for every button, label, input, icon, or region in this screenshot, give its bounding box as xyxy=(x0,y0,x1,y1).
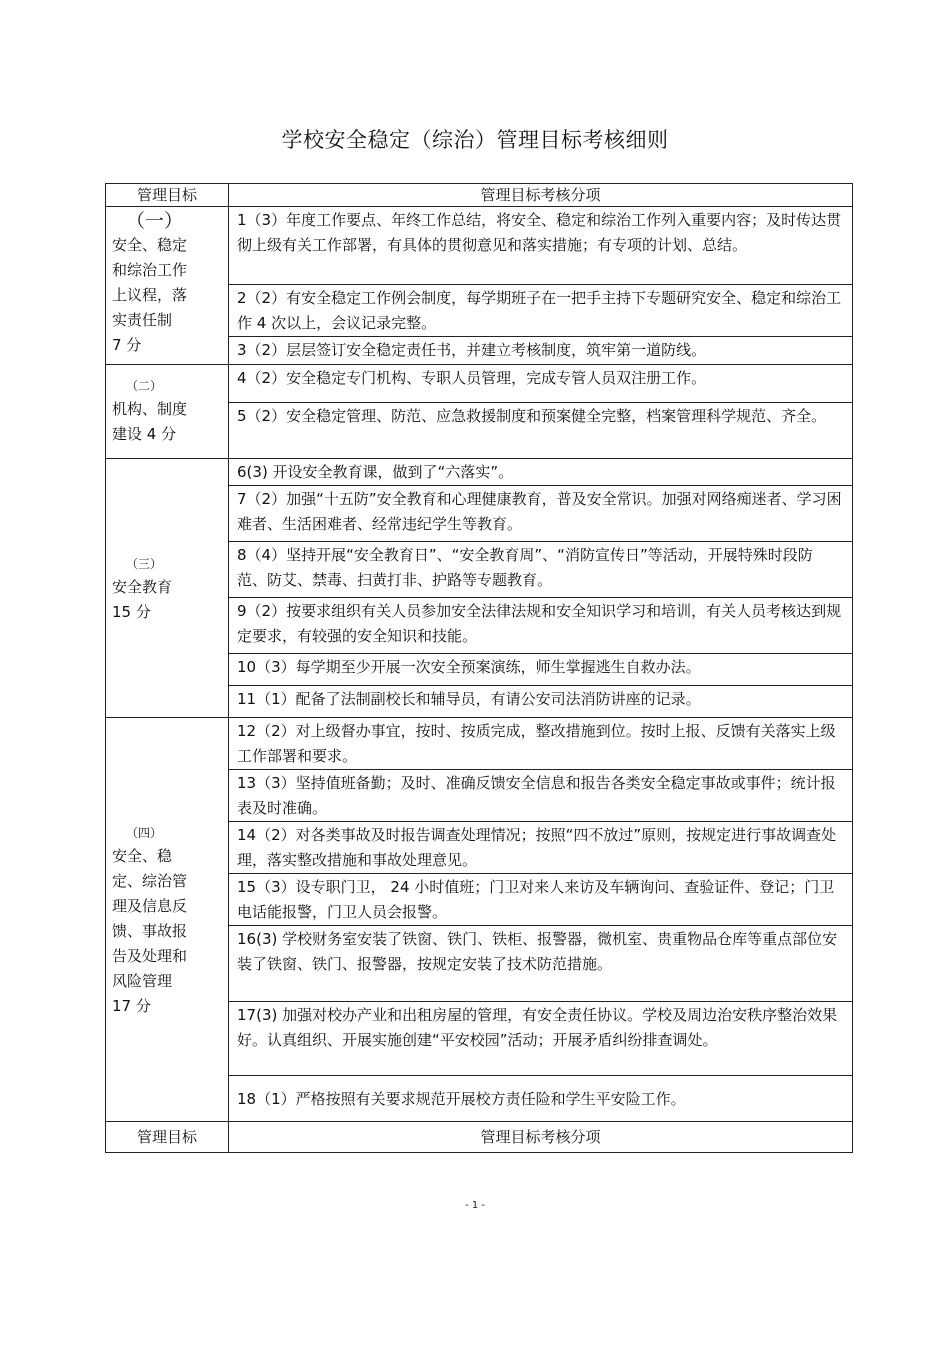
category-cell-2 xyxy=(106,365,229,459)
assessment-item-17: 17(3) 加强对校办产业和出租房屋的管理，有安全责任协议。学校及周边治安秩序整治效果好。认真组织、开展实施创建“平安校园”活动；开展矛盾纠纷排查调处。 xyxy=(229,1002,853,1076)
category-number: （三） xyxy=(126,557,163,571)
category-line: 实责任制 xyxy=(112,311,173,329)
category-number: （四） xyxy=(126,826,163,840)
category-line: 安全教育 xyxy=(112,578,173,596)
category-score: 7 分 xyxy=(112,336,142,354)
category-cell-1 xyxy=(106,207,229,365)
category-line: 安全、稳 xyxy=(112,847,173,865)
assessment-item-15: 15（3）设专职门卫， 24 小时值班；门卫对来人来访及车辆询问、查验证件、登记；门卫电话能报警，门卫人员会报警。 xyxy=(229,874,853,926)
assessment-item-7: 7（2）加强“十五防”安全教育和心理健康教育，普及安全常识。加强对网络痴迷者、学习困难者、生活困难者、经常违纪学生等教育。 xyxy=(229,486,853,542)
category-score: 17 分 xyxy=(112,997,151,1015)
category-line: 风险管理 xyxy=(112,972,173,990)
category-number: （一） xyxy=(126,210,184,232)
assessment-item-8: 8（4）坚持开展“安全教育日”、“安全教育周”、“消防宣传日”等活动，开展特殊时段防范、防艾、禁毒、扫黄打非、护路等专题教育。 xyxy=(229,542,853,598)
category-line: 馈、事故报 xyxy=(112,922,188,940)
category-line: 上议程，落 xyxy=(112,286,188,304)
assessment-item-9: 9（2）按要求组织有关人员参加安全法律法规和安全知识学习和培训，有关人员考核达到规定要求，有较强的安全知识和技能。 xyxy=(229,598,853,654)
table-row xyxy=(106,365,853,403)
assessment-table xyxy=(105,183,853,1153)
assessment-item-16: 16(3) 学校财务室安装了铁窗、铁门、铁柜、报警器，微机室、贵重物品仓库等重点部位安装了铁窗、铁门、报警器，按规定安装了技术防范措施。 xyxy=(229,926,853,1002)
table-row xyxy=(106,718,853,770)
table-header-row xyxy=(106,184,853,207)
category-score: 建设 4 分 xyxy=(112,425,177,443)
footer-assessment-items: 管理目标考核分项 xyxy=(229,1122,853,1153)
assessment-item-2: 2（2）有安全稳定工作例会制度，每学期班子在一把手主持下专题研究安全、稳定和综治工作 4 次以上，会议记录完整。 xyxy=(229,285,853,337)
category-line: 机构、制度 xyxy=(112,400,188,418)
category-line: 告及处理和 xyxy=(112,947,188,965)
category-number: （二） xyxy=(126,379,163,393)
assessment-item-6: 6(3) 开设安全教育课，做到了“六落实”。 xyxy=(229,459,853,486)
header-management-target: 管理目标 xyxy=(106,184,229,207)
category-line: 定、综治管 xyxy=(112,872,188,890)
document-title: 学校安全稳定（综治）管理目标考核细则 xyxy=(281,128,669,152)
category-score: 15 分 xyxy=(112,603,151,621)
assessment-item-5: 5（2）安全稳定管理、防范、应急救援制度和预案健全完整，档案管理科学规范、齐全。 xyxy=(229,403,853,459)
category-cell-3 xyxy=(106,459,229,718)
page-number: - 1 - xyxy=(465,1200,485,1211)
table-row xyxy=(106,207,853,285)
assessment-item-3: 3（2）层层签订安全稳定责任书，并建立考核制度，筑牢第一道防线。 xyxy=(229,337,853,365)
assessment-item-18: 18（1）严格按照有关要求规范开展校方责任险和学生平安险工作。 xyxy=(229,1076,853,1122)
assessment-item-1: 1（3）年度工作要点、年终工作总结，将安全、稳定和综治工作列入重要内容；及时传达贯彻上级有关工作部署，有具体的贯彻意见和落实措施；有专项的计划、总结。 xyxy=(229,207,853,285)
footer-management-target: 管理目标 xyxy=(106,1122,229,1153)
table-footer-row xyxy=(106,1122,853,1153)
assessment-item-4: 4（2）安全稳定专门机构、专职人员管理，完成专管人员双注册工作。 xyxy=(229,365,853,403)
assessment-item-12: 12（2）对上级督办事宜，按时、按质完成，整改措施到位。按时上报、反馈有关落实上级工作部署和要求。 xyxy=(229,718,853,770)
category-line: 理及信息反 xyxy=(112,897,188,915)
assessment-item-11: 11（1）配备了法制副校长和辅导员，有请公安司法消防讲座的记录。 xyxy=(229,686,853,718)
assessment-item-10: 10（3）每学期至少开展一次安全预案演练，师生掌握逃生自救办法。 xyxy=(229,654,853,686)
assessment-item-14: 14（2）对各类事故及时报告调查处理情况；按照“四不放过”原则，按规定进行事故调查处理，落实整改措施和事故处理意见。 xyxy=(229,822,853,874)
category-line: 和综治工作 xyxy=(112,261,188,279)
table-row xyxy=(106,459,853,486)
header-assessment-items: 管理目标考核分项 xyxy=(229,184,853,207)
category-cell-4 xyxy=(106,718,229,1122)
assessment-item-13: 13（3）坚持值班备勤；及时、准确反馈安全信息和报告各类安全稳定事故或事件；统计报表及时准确。 xyxy=(229,770,853,822)
category-line: 安全、稳定 xyxy=(112,236,188,254)
